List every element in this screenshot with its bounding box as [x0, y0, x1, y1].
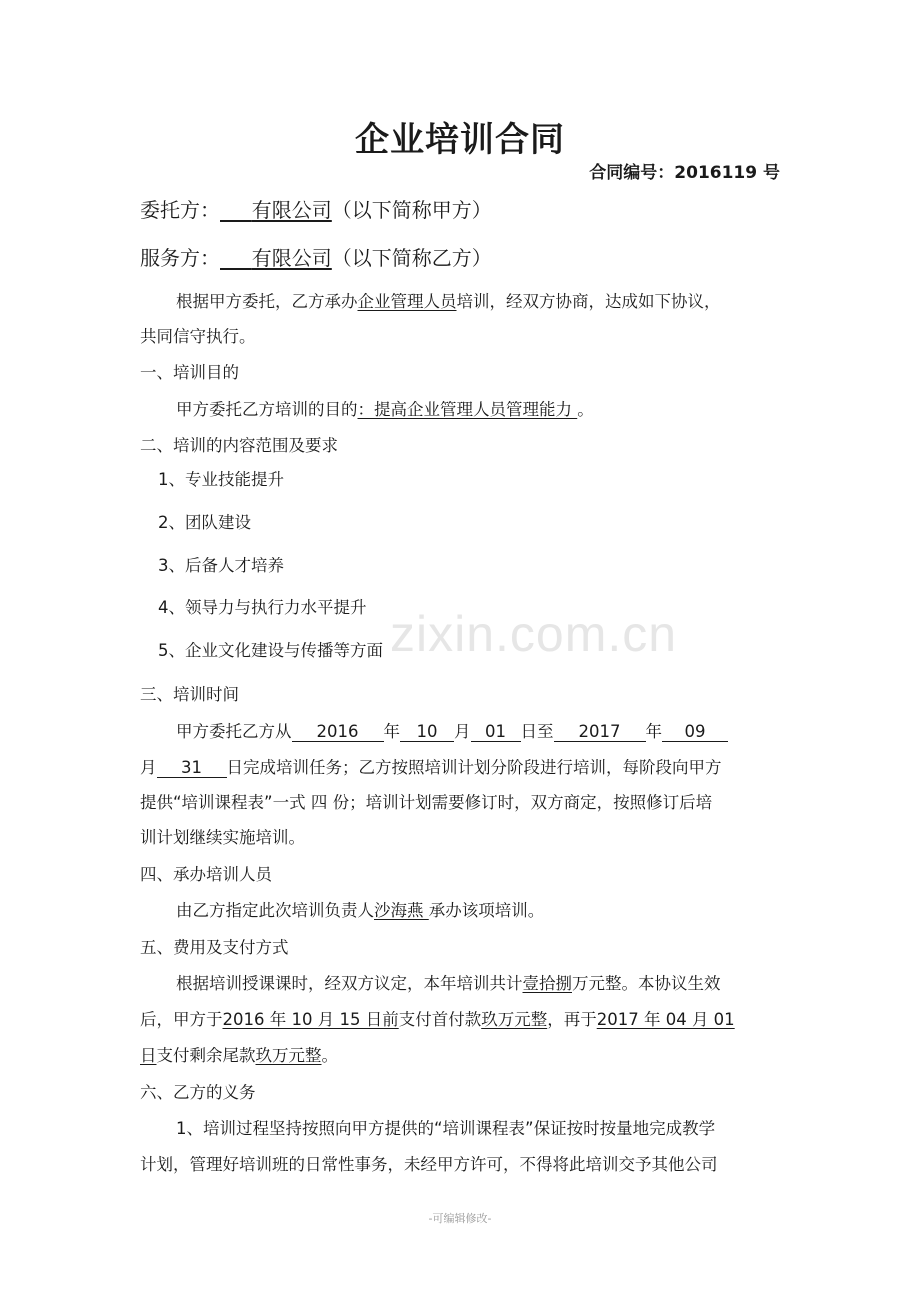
section-4-heading: 四、承办培训人员 — [140, 865, 272, 884]
start-day: 01 — [471, 723, 521, 742]
list-item: 1、专业技能提升 — [158, 470, 284, 489]
section-3-line-2: 月 31 日完成培训任务；乙方按照培训计划分阶段进行培训，每阶段向甲方 — [140, 758, 722, 777]
training-purpose: ：提高企业管理人员管理能力 — [357, 400, 578, 419]
section-3-line-1: 甲方委托乙方从 2016 年 10 月 01 日至 2017 年 09 — [176, 718, 784, 742]
trainer-name: 沙海燕 — [374, 901, 429, 920]
final-payment-date-end: 日 — [140, 1046, 157, 1065]
provider-name: 有限公司 — [251, 246, 332, 270]
section-1-heading: 一、培训目的 — [140, 363, 239, 382]
client-label: 委托方： — [140, 198, 220, 222]
section-6-heading: 六、乙方的义务 — [140, 1083, 256, 1102]
watermark: zixin.com.cn — [390, 606, 678, 662]
first-payment-amount: 玖万元整 — [481, 1010, 548, 1029]
section-6-line-2: 计划，管理好培训班的日常性事务，未经甲方许可，不得将此培训交予其他公司 — [140, 1155, 718, 1174]
section-1-text: 甲方委托乙方培训的目的：提高企业管理人员管理能力 。 — [176, 400, 594, 419]
trainee-type: 企业管理人员 — [357, 292, 457, 311]
section-3-line-4: 训计划继续实施培训。 — [140, 828, 305, 847]
list-item: 3、后备人才培养 — [158, 556, 284, 575]
provider-suffix: （以下简称乙方） — [331, 246, 492, 270]
section-6-line-1: 1、培训过程坚持按照向甲方提供的“培训课程表”保证按时按量地完成教学 — [176, 1119, 716, 1138]
list-item: 5、企业文化建设与传播等方面 — [158, 641, 383, 660]
end-year: 2017 — [554, 723, 646, 742]
intro-line-1: 根据甲方委托，乙方承办企业管理人员培训，经双方协商，达成如下协议， — [176, 292, 721, 311]
section-2-heading: 二、培训的内容范围及要求 — [140, 436, 338, 455]
final-payment-amount: 玖万元整 — [255, 1046, 322, 1065]
list-item: 2、团队建设 — [158, 513, 251, 532]
client-party — [140, 194, 492, 223]
page-footer: -可编辑修改- — [428, 1212, 492, 1225]
list-item: 4、领导力与执行力水平提升 — [158, 598, 367, 617]
contract-title: 企业培训合同 — [355, 120, 565, 160]
provider-party — [140, 242, 492, 271]
section-5-heading: 五、费用及支付方式 — [140, 938, 289, 957]
client-suffix: （以下简称甲方） — [331, 198, 492, 222]
contract-number: 合同编号：2016119 号 — [589, 163, 780, 183]
client-name: 有限公司 — [251, 198, 332, 222]
start-year: 2016 — [292, 723, 384, 742]
provider-label: 服务方： — [140, 246, 220, 270]
end-month: 09 — [662, 723, 728, 742]
section-3-heading: 三、培训时间 — [140, 685, 239, 704]
final-payment-date: 2017 年 04 月 01 — [596, 1010, 735, 1029]
start-month: 10 — [400, 723, 454, 742]
total-fee: 壹拾捌 — [522, 974, 572, 993]
section-4-text: 由乙方指定此次培训负责人沙海燕 承办该项培训。 — [176, 901, 545, 920]
section-3-line-3: 提供“培训课程表”一式 四 份；培训计划需要修订时，双方商定，按照修订后培 — [140, 793, 713, 812]
first-payment-date: 2016 年 10 月 15 日前 — [222, 1010, 399, 1029]
section-5-line-2: 后，甲方于2016 年 10 月 15 日前支付首付款玖万元整，再于2017 年 04 月 01 — [140, 1010, 735, 1029]
section-5-line-3: 日支付剩余尾款玖万元整。 — [140, 1046, 338, 1065]
intro-line-2: 共同信守执行。 — [140, 327, 256, 346]
end-day: 31 — [157, 759, 227, 778]
section-5-line-1: 根据培训授课课时，经双方议定，本年培训共计壹拾捌万元整。本协议生效 — [176, 974, 721, 993]
